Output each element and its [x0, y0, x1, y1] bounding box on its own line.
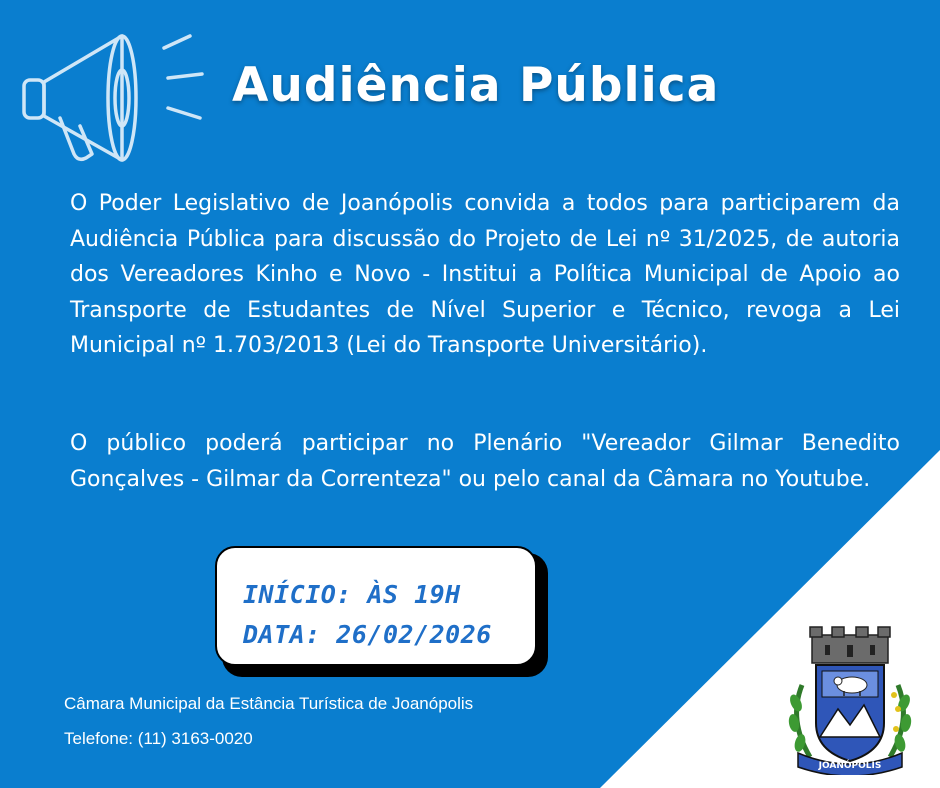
participation-paragraph: O público poderá participar no Plenário "Vereador Gilmar Benedito Gonçalves - Gilmar da Correnteza" ou pelo canal da Câmara no Youtube. [70, 431, 900, 492]
joanopolis-crest-icon [780, 625, 920, 775]
start-time: INÍCIO: ÀS 19H [243, 580, 461, 609]
organization-name: Câmara Municipal da Estância Turística de Joanópolis [64, 694, 474, 713]
schedule-box [215, 546, 537, 666]
event-date: DATA: 26/02/2026 [243, 620, 492, 649]
megaphone-icon [18, 22, 218, 167]
crest-banner-text: JOANÓPOLIS [818, 761, 882, 771]
phone-number: Telefone: (11) 3163-0020 [64, 729, 253, 748]
invitation-paragraph: O Poder Legislativo de Joanópolis convida a todos para participarem da Audiência Pública para discussão do Projeto de Lei nº 31/2025, de autoria dos Vereadores Kinho e Novo - Institui a Política Municipal de Apoio ao Transporte de Estudantes de Nível Superior e Técnico, revoga a Lei Municipal nº 1.703/2013 (Lei do Transporte Universitário). [70, 191, 900, 358]
page-title: Audiência Pública [232, 58, 720, 113]
